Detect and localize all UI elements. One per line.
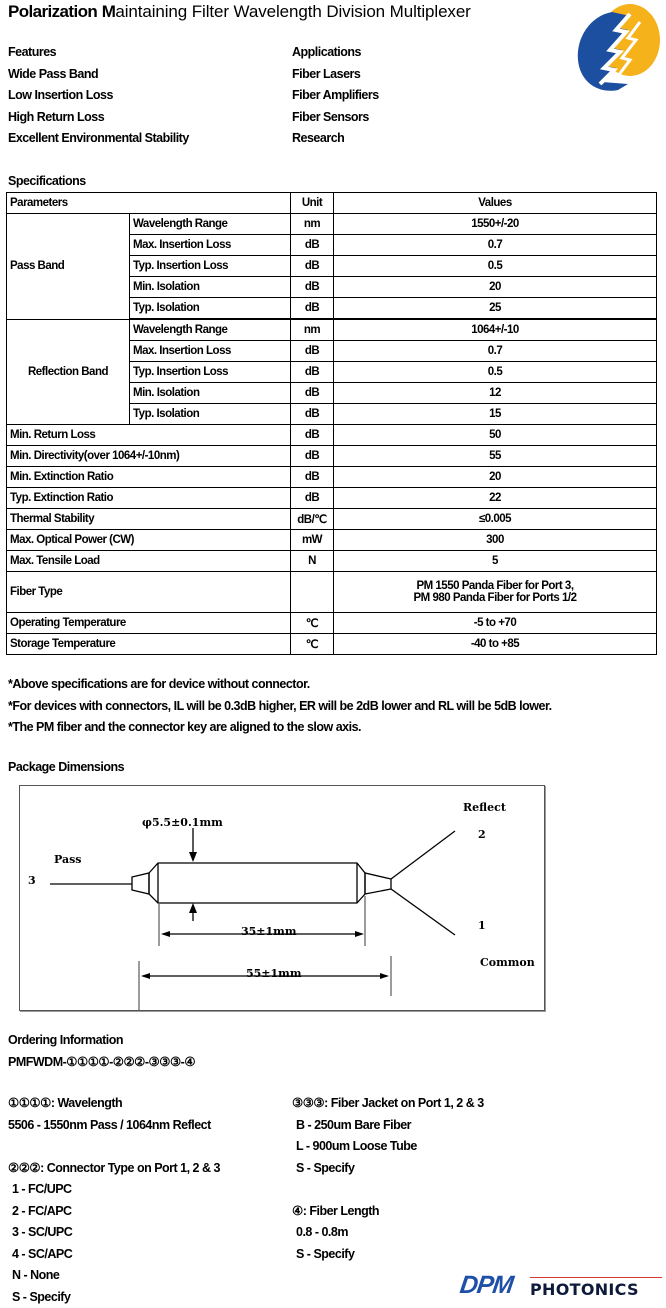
fiber-port1: [391, 889, 455, 935]
option-item: S - Specify: [8, 1287, 220, 1308]
param-cell: Max. Optical Power (CW): [7, 530, 291, 551]
unit-cell: dB: [291, 446, 334, 467]
left-boot: [132, 873, 149, 894]
value-cell: ≤0.005: [334, 509, 657, 530]
value-cell: 20: [334, 277, 657, 298]
arrowhead: [380, 973, 389, 979]
unit-cell: ℃: [291, 634, 334, 655]
feature-item: Low Insertion Loss: [8, 85, 189, 107]
tube-body: [149, 863, 365, 903]
brand-mark: DPM: [458, 1271, 515, 1300]
param-cell: Typ. Insertion Loss: [130, 362, 291, 383]
value-cell: 300: [334, 530, 657, 551]
option-item: S - Specify: [292, 1158, 484, 1180]
page-title: [8, 2, 471, 22]
value-cell: 1064+/-10: [334, 319, 657, 341]
total-length-label: 55±1mm: [246, 967, 301, 980]
unit-cell: dB: [291, 256, 334, 277]
company-logo-icon: [572, 2, 662, 94]
option-item: B - 250um Bare Fiber: [292, 1115, 484, 1137]
title-bold: Polarization: [8, 2, 97, 21]
feature-item: Excellent Environmental Stability: [8, 128, 189, 150]
spacer: [8, 1136, 220, 1158]
param-cell: Storage Temperature: [7, 634, 291, 655]
note-item: *For devices with connectors, IL will be 0.3dB higher, ER will be 2dB lower and RL will be 5dB lower.: [8, 696, 552, 718]
brand-word: PHOTONICS: [530, 1280, 639, 1299]
table-header-row: [7, 193, 657, 214]
fiber-type-line: PM 1550 Panda Fiber for Port 3,: [337, 580, 653, 592]
table-row: [7, 467, 657, 488]
header-values: Values: [334, 193, 657, 214]
arrowhead: [189, 852, 197, 862]
value-cell: 25: [334, 298, 657, 320]
port1-label: 1: [478, 919, 486, 932]
value-cell: 5: [334, 551, 657, 572]
unit-cell: dB: [291, 488, 334, 509]
param-cell: Max. Tensile Load: [7, 551, 291, 572]
features-heading: Features: [8, 42, 189, 64]
unit-cell: [291, 572, 334, 613]
reflection-band-label: Reflection Band: [7, 319, 130, 425]
common-label: Common: [480, 956, 535, 969]
application-item: Fiber Amplifiers: [292, 85, 379, 107]
unit-cell: nm: [291, 214, 334, 235]
unit-cell: dB: [291, 425, 334, 446]
ordering-heading: Ordering Information: [8, 1030, 195, 1052]
unit-cell: dB: [291, 467, 334, 488]
port3-label: 3: [28, 874, 36, 887]
param-cell: Wavelength Range: [130, 214, 291, 235]
unit-cell: dB: [291, 404, 334, 425]
param-cell: Min. Extinction Ratio: [7, 467, 291, 488]
option-item: 5506 - 1550nm Pass / 1064nm Reflect: [8, 1115, 220, 1137]
application-item: Fiber Sensors: [292, 107, 379, 129]
applications-list: [292, 42, 379, 150]
pass-label: Pass: [54, 853, 82, 866]
unit-cell: dB: [291, 362, 334, 383]
table-row: [7, 488, 657, 509]
diameter-label: φ5.5±0.1mm: [142, 816, 223, 829]
table-row: [7, 446, 657, 467]
option-item: S - Specify: [292, 1244, 484, 1266]
option-item: 2 - FC/APC: [8, 1201, 220, 1223]
param-cell: Thermal Stability: [7, 509, 291, 530]
port2-label: 2: [478, 828, 486, 841]
value-cell: 20: [334, 467, 657, 488]
value-cell: 22: [334, 488, 657, 509]
value-cell: 0.7: [334, 341, 657, 362]
param-cell: Typ. Insertion Loss: [130, 256, 291, 277]
table-row: [7, 551, 657, 572]
value-cell: 55: [334, 446, 657, 467]
wavelength-heading: ①①①①: Wavelength: [8, 1093, 220, 1115]
features-list: [8, 42, 189, 150]
specifications-heading: Specifications: [8, 174, 86, 188]
body-length-label: 35±1mm: [241, 925, 296, 938]
option-item: N - None: [8, 1265, 220, 1287]
spacer: [292, 1179, 484, 1201]
specifications-table: [6, 192, 657, 655]
part-number: PMFWDM-①①①①-②②②-③③③-④: [8, 1052, 195, 1074]
length-heading: ④: Fiber Length: [292, 1201, 484, 1223]
unit-cell: dB/℃: [291, 509, 334, 530]
note-item: *The PM fiber and the connector key are aligned to the slow axis.: [8, 717, 552, 739]
param-cell: Min. Isolation: [130, 383, 291, 404]
param-cell: Min. Return Loss: [7, 425, 291, 446]
reflect-label: Reflect: [463, 801, 506, 814]
brand-line: [530, 1277, 662, 1278]
value-cell: 50: [334, 425, 657, 446]
unit-cell: N: [291, 551, 334, 572]
unit-cell: nm: [291, 319, 334, 341]
value-cell: 1550+/-20: [334, 214, 657, 235]
header-parameters: Parameters: [7, 193, 291, 214]
application-item: Fiber Lasers: [292, 64, 379, 86]
value-cell: -40 to +85: [334, 634, 657, 655]
notes: [8, 674, 552, 739]
unit-cell: dB: [291, 383, 334, 404]
param-cell: Wavelength Range: [130, 319, 291, 341]
value-cell: 0.5: [334, 362, 657, 383]
applications-heading: Applications: [292, 42, 379, 64]
param-cell: Typ. Isolation: [130, 298, 291, 320]
unit-cell: ℃: [291, 613, 334, 634]
package-diagram: [19, 785, 545, 1011]
table-row: [7, 214, 657, 235]
value-cell: 0.7: [334, 235, 657, 256]
ordering-left-column: [8, 1093, 220, 1308]
brand-logo: [460, 1270, 662, 1302]
feature-item: Wide Pass Band: [8, 64, 189, 86]
param-cell: Min. Isolation: [130, 277, 291, 298]
ordering-header: [8, 1030, 195, 1073]
param-cell: Max. Insertion Loss: [130, 341, 291, 362]
arrowhead: [141, 973, 150, 979]
unit-cell: dB: [291, 341, 334, 362]
table-row: [7, 509, 657, 530]
title-rest: aintaining Filter Wavelength Division Multiplexer: [115, 2, 470, 21]
package-heading: Package Dimensions: [8, 760, 124, 774]
arrowhead: [355, 931, 364, 937]
value-cell: 12: [334, 383, 657, 404]
fiber-type-line: PM 980 Panda Fiber for Ports 1/2: [337, 592, 653, 604]
unit-cell: dB: [291, 235, 334, 256]
application-item: Research: [292, 128, 379, 150]
title-initial: M: [102, 2, 116, 21]
table-row: [7, 530, 657, 551]
connector-heading: ②②②: Connector Type on Port 1, 2 & 3: [8, 1158, 220, 1180]
param-cell: Min. Directivity(over 1064+/-10nm): [7, 446, 291, 467]
right-boot: [365, 873, 391, 894]
table-row: [7, 634, 657, 655]
arrowhead: [161, 931, 170, 937]
option-item: 3 - SC/UPC: [8, 1222, 220, 1244]
value-cell: [334, 572, 657, 613]
table-row: [7, 613, 657, 634]
param-cell: Operating Temperature: [7, 613, 291, 634]
table-row: [7, 319, 657, 341]
value-cell: 0.5: [334, 256, 657, 277]
note-item: *Above specifications are for device without connector.: [8, 674, 552, 696]
table-row: [7, 425, 657, 446]
ordering-right-column: [292, 1093, 484, 1265]
header-unit: Unit: [291, 193, 334, 214]
unit-cell: dB: [291, 277, 334, 298]
value-cell: -5 to +70: [334, 613, 657, 634]
unit-cell: mW: [291, 530, 334, 551]
param-cell: Typ. Isolation: [130, 404, 291, 425]
param-cell: Max. Insertion Loss: [130, 235, 291, 256]
fiber-port2: [391, 831, 455, 879]
param-cell: Fiber Type: [7, 572, 291, 613]
unit-cell: dB: [291, 298, 334, 320]
option-item: 0.8 - 0.8m: [292, 1222, 484, 1244]
pass-band-label: Pass Band: [7, 214, 130, 320]
option-item: 1 - FC/UPC: [8, 1179, 220, 1201]
table-row: [7, 572, 657, 613]
option-item: L - 900um Loose Tube: [292, 1136, 484, 1158]
jacket-heading: ③③③: Fiber Jacket on Port 1, 2 & 3: [292, 1093, 484, 1115]
feature-item: High Return Loss: [8, 107, 189, 129]
value-cell: 15: [334, 404, 657, 425]
option-item: 4 - SC/APC: [8, 1244, 220, 1266]
param-cell: Typ. Extinction Ratio: [7, 488, 291, 509]
arrowhead: [189, 903, 197, 913]
